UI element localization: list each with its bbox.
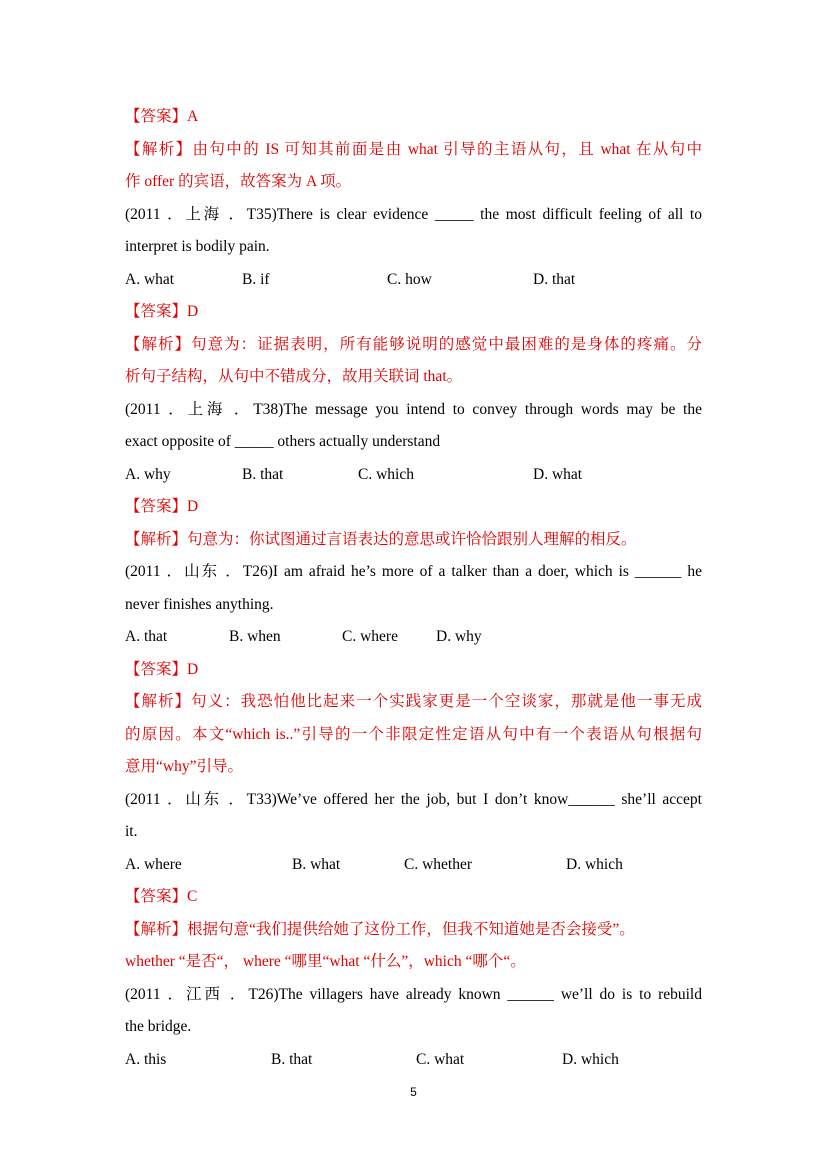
analysis-2-line-1: 【解析】句意为：证据表明，所有能够说明的感觉中最困难的是身体的疼痛。分 xyxy=(125,336,702,353)
analysis-2-line-2: 析句子结构，从句中不错成分，故用关联词 that。 xyxy=(125,368,463,385)
answer-label-1: 【答案】A xyxy=(125,108,199,125)
answer-label-4: 【答案】D xyxy=(125,661,199,678)
analysis-4-line-1: 【解析】句义：我恐怕他比起来一个实践家更是一个空谈家，那就是他一事无成 xyxy=(125,693,702,710)
analysis-3-line-1: 【解析】句意为：你试图通过言语表达的意思或许恰恰跟别人理解的相反。 xyxy=(125,531,637,548)
option-c: C. which xyxy=(358,466,414,483)
option-c: C. whether xyxy=(404,856,473,873)
analysis-5-line-1: 【解析】根据句意“我们提供给她了这份工作，但我不知道她是否会接受”。 xyxy=(125,921,635,938)
option-a: A. where xyxy=(125,856,182,873)
option-c: C. where xyxy=(342,628,398,645)
answer-label-5: 【答案】C xyxy=(125,888,198,905)
option-c: C. what xyxy=(416,1051,465,1068)
option-d: D. why xyxy=(436,628,482,645)
question-shandong-t33-line-2: it. xyxy=(125,823,138,840)
option-b: B. if xyxy=(242,271,270,288)
question-shanghai-t38-line-1: (2011 ．上海 ．T38)The message you intend to convey through words may be the xyxy=(125,401,702,418)
analysis-4-line-2: 的原因。本文“which is..”引导的一个非限定性定语从句中有一个表语从句根据句 xyxy=(125,726,702,743)
option-d: D. which xyxy=(566,856,623,873)
answer-label-2: 【答案】D xyxy=(125,303,199,320)
question-shanghai-t35-line-1: (2011 ．上海 ．T35)There is clear evidence _____ the most difficult feeling of all to xyxy=(125,206,702,223)
question-shandong-t33-line-1: (2011 ．山东 ．T33)We’ve offered her the job, but I don’t know______ she’ll accept xyxy=(125,791,702,808)
option-b: B. what xyxy=(292,856,341,873)
question-shandong-t26-line-1: (2011 ．山东 ．T26)I am afraid he’s more of a talker than a doer, which is ______ he xyxy=(125,563,702,580)
question-shandong-t26-line-2: never finishes anything. xyxy=(125,596,274,613)
option-a: A. what xyxy=(125,271,175,288)
analysis-1-line-2: 作 offer 的宾语，故答案为 A 项。 xyxy=(125,173,352,190)
option-b: B. that xyxy=(242,466,284,483)
analysis-5-line-2: whether “是否“， where “哪里“what “什么”，which “哪个“。 xyxy=(125,953,526,970)
option-b: B. that xyxy=(271,1051,313,1068)
question-shanghai-t38-line-2: exact opposite of _____ others actually understand xyxy=(125,433,441,450)
option-c: C. how xyxy=(387,271,432,288)
option-d: D. that xyxy=(533,271,576,288)
option-d: D. which xyxy=(562,1051,619,1068)
option-a: A. why xyxy=(125,466,171,483)
option-b: B. when xyxy=(229,628,281,645)
question-jiangxi-t26-line-2: the bridge. xyxy=(125,1018,192,1035)
analysis-4-line-3: 意用“why”引导。 xyxy=(125,758,243,775)
option-a: A. this xyxy=(125,1051,167,1068)
question-jiangxi-t26-line-1: (2011 ．江西 ．T26)The villagers have already known ______ we’ll do is to rebuild xyxy=(125,986,702,1003)
answer-label-3: 【答案】D xyxy=(125,498,199,515)
option-a: A. that xyxy=(125,628,168,645)
analysis-1-line-1: 【解析】由句中的 IS 可知其前面是由 what 引导的主语从句，且 what 在从句中 xyxy=(125,141,702,158)
question-shanghai-t35-line-2: interpret is bodily pain. xyxy=(125,238,270,255)
page-number: 5 xyxy=(410,1085,417,1099)
option-d: D. what xyxy=(533,466,583,483)
